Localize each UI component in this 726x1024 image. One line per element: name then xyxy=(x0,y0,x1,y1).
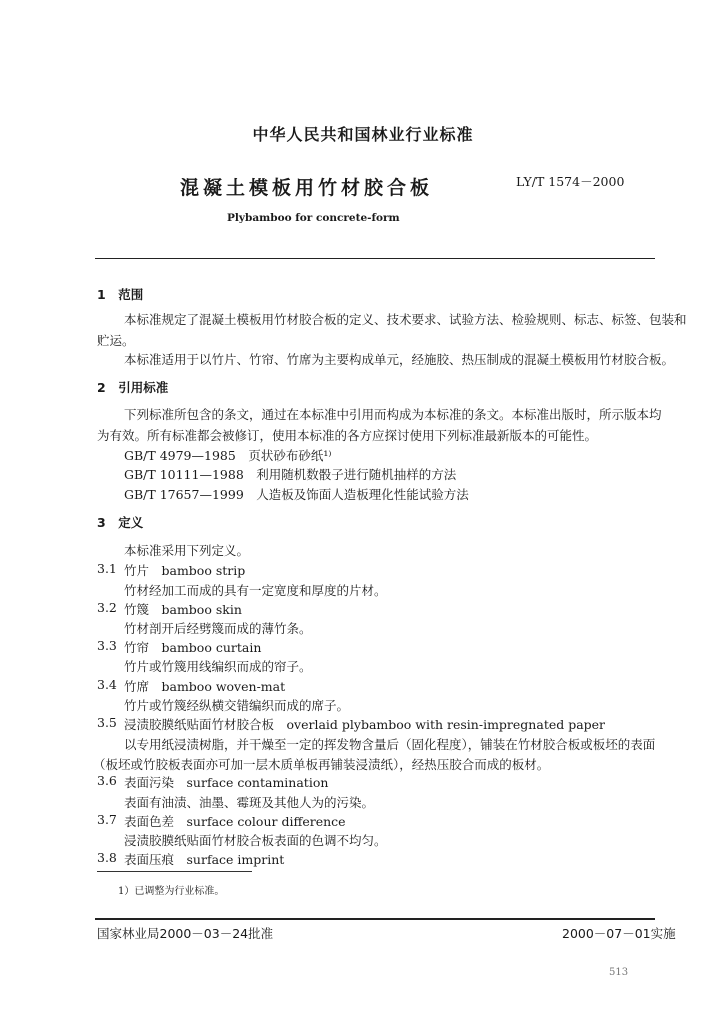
section-1-para1-line2: 贮运。 xyxy=(97,333,135,348)
section-1-heading: 1 范围 xyxy=(97,287,144,302)
footer-rule xyxy=(95,918,655,920)
reference-item: GB/T 4979—1985 页状砂布砂纸¹⁾ xyxy=(124,448,332,463)
section-2-para-line2: 为有效。所有标准都会被修订，使用本标准的各方应探讨使用下列标准最新版本的可能性。 xyxy=(97,428,598,443)
section-2-heading: 2 引用标准 xyxy=(97,380,169,395)
reference-item: GB/T 17657—1999 人造板及饰面人造板理化性能试验方法 xyxy=(124,487,469,502)
approval-date: 国家林业局2000－03－24批准 xyxy=(97,926,274,941)
reference-item: GB/T 10111—1988 利用随机数骰子进行随机抽样的方法 xyxy=(124,467,457,482)
page-number: 513 xyxy=(609,967,629,978)
term-definition: 浸渍胶膜纸贴面竹材胶合板表面的色调不均匀。 xyxy=(124,833,387,848)
doc-title: 混凝土模板用竹材胶合板 xyxy=(180,177,434,199)
term-definition: 竹材经加工而成的具有一定宽度和厚度的片材。 xyxy=(124,583,387,598)
term-number: 3.6 xyxy=(97,773,117,788)
term-title: 竹篾 bamboo skin xyxy=(124,602,242,617)
term-definition: 表面有油渍、油墨、霉斑及其他人为的污染。 xyxy=(124,795,375,810)
section-3-heading: 3 定义 xyxy=(97,515,144,530)
term-title: 表面色差 surface colour difference xyxy=(124,814,346,829)
term-number: 3.7 xyxy=(97,812,117,827)
term-number: 3.3 xyxy=(97,638,117,653)
term-definition: 竹材剖开后经劈篾而成的薄竹条。 xyxy=(124,621,312,636)
standard-code: LY/T 1574－2000 xyxy=(516,174,625,189)
term-definition: 竹片或竹篾用线编织而成的帘子。 xyxy=(124,659,312,674)
term-title: 表面污染 surface contamination xyxy=(124,775,329,790)
term-definition-line1: 以专用纸浸渍树脂，并干燥至一定的挥发物含量后（固化程度），铺装在竹材胶合板或板坯的表面 xyxy=(124,737,656,752)
english-title: Plybamboo for concrete-form xyxy=(227,212,400,224)
term-number: 3.1 xyxy=(97,561,117,576)
term-title: 表面压痕 surface imprint xyxy=(124,852,285,867)
org-title: 中华人民共和国林业行业标准 xyxy=(252,125,474,144)
term-title: 竹帘 bamboo curtain xyxy=(124,640,262,655)
term-title: 竹席 bamboo woven-mat xyxy=(124,679,286,694)
term-number: 3.4 xyxy=(97,677,117,692)
term-number: 3.8 xyxy=(97,850,117,865)
term-number: 3.2 xyxy=(97,600,117,615)
effective-date: 2000－07－01实施 xyxy=(562,926,676,941)
term-definition-line2: （板坯或竹胶板表面亦可加一层木质单板再铺装浸渍纸），经热压胶合而成的板材。 xyxy=(93,757,550,772)
footnote: 1）已调整为行业标准。 xyxy=(118,886,225,897)
section-1-para2: 本标准适用于以竹片、竹帘、竹席为主要构成单元，经施胶、热压制成的混凝土模板用竹材胶合板。 xyxy=(124,352,675,367)
term-title: 浸渍胶膜纸贴面竹材胶合板 overlaid plybamboo with resin-impregnated paper xyxy=(124,717,606,732)
footnote-rule xyxy=(97,871,252,872)
header-rule xyxy=(95,258,655,259)
term-number: 3.5 xyxy=(97,715,117,730)
section-3-intro: 本标准采用下列定义。 xyxy=(124,543,250,558)
term-title: 竹片 bamboo strip xyxy=(124,563,246,578)
section-1-para1-line1: 本标准规定了混凝土模板用竹材胶合板的定义、技术要求、试验方法、检验规则、标志、标签、包装和 xyxy=(124,312,687,327)
section-2-para-line1: 下列标准所包含的条文，通过在本标准中引用而构成为本标准的条文。本标准出版时，所示版本均 xyxy=(124,407,662,422)
term-definition: 竹片或竹篾经纵横交错编织而成的席子。 xyxy=(124,698,350,713)
